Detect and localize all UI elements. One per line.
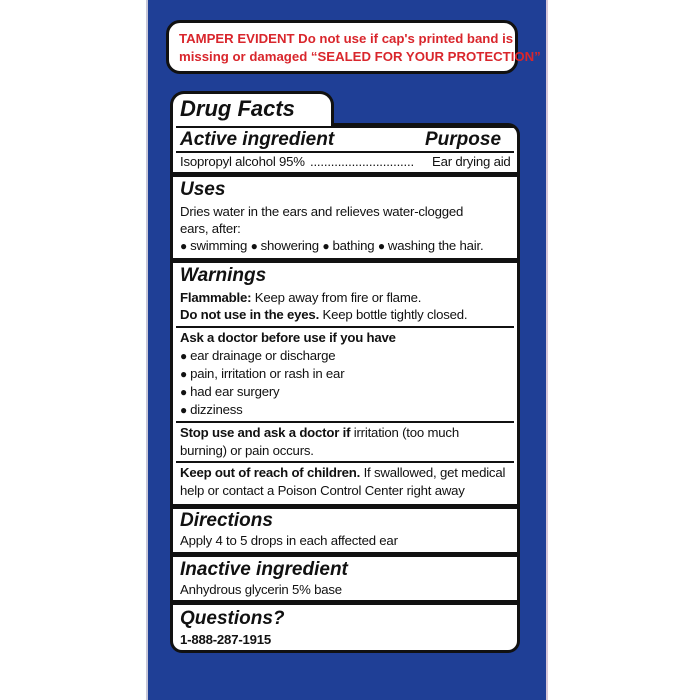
ask-item: ● had ear surgery — [180, 384, 280, 399]
inactive-heading: Inactive ingredient — [180, 559, 348, 580]
uses-line-2: ears, after: — [180, 221, 241, 236]
tamper-evident-box — [166, 20, 541, 74]
keep-out-text-2: help or contact a Poison Control Center right away — [180, 483, 465, 498]
directions-text: Apply 4 to 5 drops in each affected ear — [180, 533, 398, 548]
directions-heading: Directions — [180, 510, 273, 531]
purpose-heading: Purpose — [425, 129, 502, 150]
purpose-text: Ear drying aid — [432, 154, 511, 169]
eyes-label: Do not use in the eyes. — [180, 307, 320, 322]
section-rule-directions — [173, 504, 517, 509]
questions-phone: 1-888-287-1915 — [180, 632, 272, 647]
active-ingredient-heading: Active ingredient — [180, 129, 335, 150]
flammable-label: Flammable: — [180, 290, 252, 305]
keep-out-text-1: If swallowed, get medical — [363, 465, 506, 480]
bullet-icon: ● — [322, 239, 330, 253]
bullet-icon: ● — [377, 239, 385, 253]
tamper-line-2: missing or damaged “SEALED FOR YOUR PROTECTION” — [179, 49, 541, 64]
uses-item: showering — [260, 238, 319, 253]
warnings-rule-2 — [176, 421, 514, 423]
bullet-icon: ● — [180, 403, 188, 417]
ask-item: ● dizziness — [180, 402, 243, 417]
warnings-rule-1 — [176, 326, 514, 328]
stop-use-line-1 — [180, 424, 459, 441]
title-rule — [176, 126, 514, 128]
questions-heading: Questions? — [180, 608, 285, 629]
section-rule-inactive — [173, 552, 517, 557]
stop-use-label: Stop use and ask a doctor if — [180, 425, 351, 440]
stop-use-text-2: burning) or pain occurs. — [180, 443, 314, 458]
drug-facts-title: Drug Facts — [180, 96, 295, 121]
section-rule-questions — [173, 600, 517, 605]
keep-out-label: Keep out of reach of children. — [180, 465, 361, 480]
section-rule-uses — [173, 172, 517, 177]
uses-item: swimming — [190, 238, 248, 253]
keep-out-line-1 — [180, 464, 505, 481]
ask-item: ● pain, irritation or rash in ear — [180, 366, 345, 381]
ask-doctor-heading: Ask a doctor before use if you have — [180, 330, 396, 345]
tamper-line-1: TAMPER EVIDENT Do not use if cap's printed band is — [179, 31, 514, 46]
active-dots: .............................. — [310, 154, 414, 169]
uses-item: bathing — [332, 238, 375, 253]
inactive-text: Anhydrous glycerin 5% base — [180, 582, 342, 597]
uses-heading: Uses — [180, 179, 226, 200]
bullet-icon: ● — [250, 239, 258, 253]
uses-items — [180, 237, 483, 255]
bullet-icon: ● — [180, 385, 188, 399]
flammable-line — [180, 289, 421, 306]
bullet-icon: ● — [180, 367, 188, 381]
warnings-rule-3 — [176, 461, 514, 463]
warnings-heading: Warnings — [180, 265, 267, 286]
uses-line-1: Dries water in the ears and relieves water-clogged — [180, 204, 464, 219]
active-ingredient-text: Isopropyl alcohol 95% — [180, 154, 305, 169]
bullet-icon: ● — [180, 239, 188, 253]
flammable-text: Keep away from fire or flame. — [254, 290, 422, 305]
panel-edge-right — [546, 0, 548, 700]
ask-item: ● ear drainage or discharge — [180, 348, 336, 363]
stop-use-text-1: irritation (too much — [353, 425, 459, 440]
bullet-icon: ● — [180, 349, 188, 363]
uses-item: washing the hair. — [387, 238, 484, 253]
eyes-line — [180, 306, 467, 323]
eyes-text: Keep bottle tightly closed. — [322, 307, 468, 322]
section-rule-warnings — [173, 258, 517, 263]
